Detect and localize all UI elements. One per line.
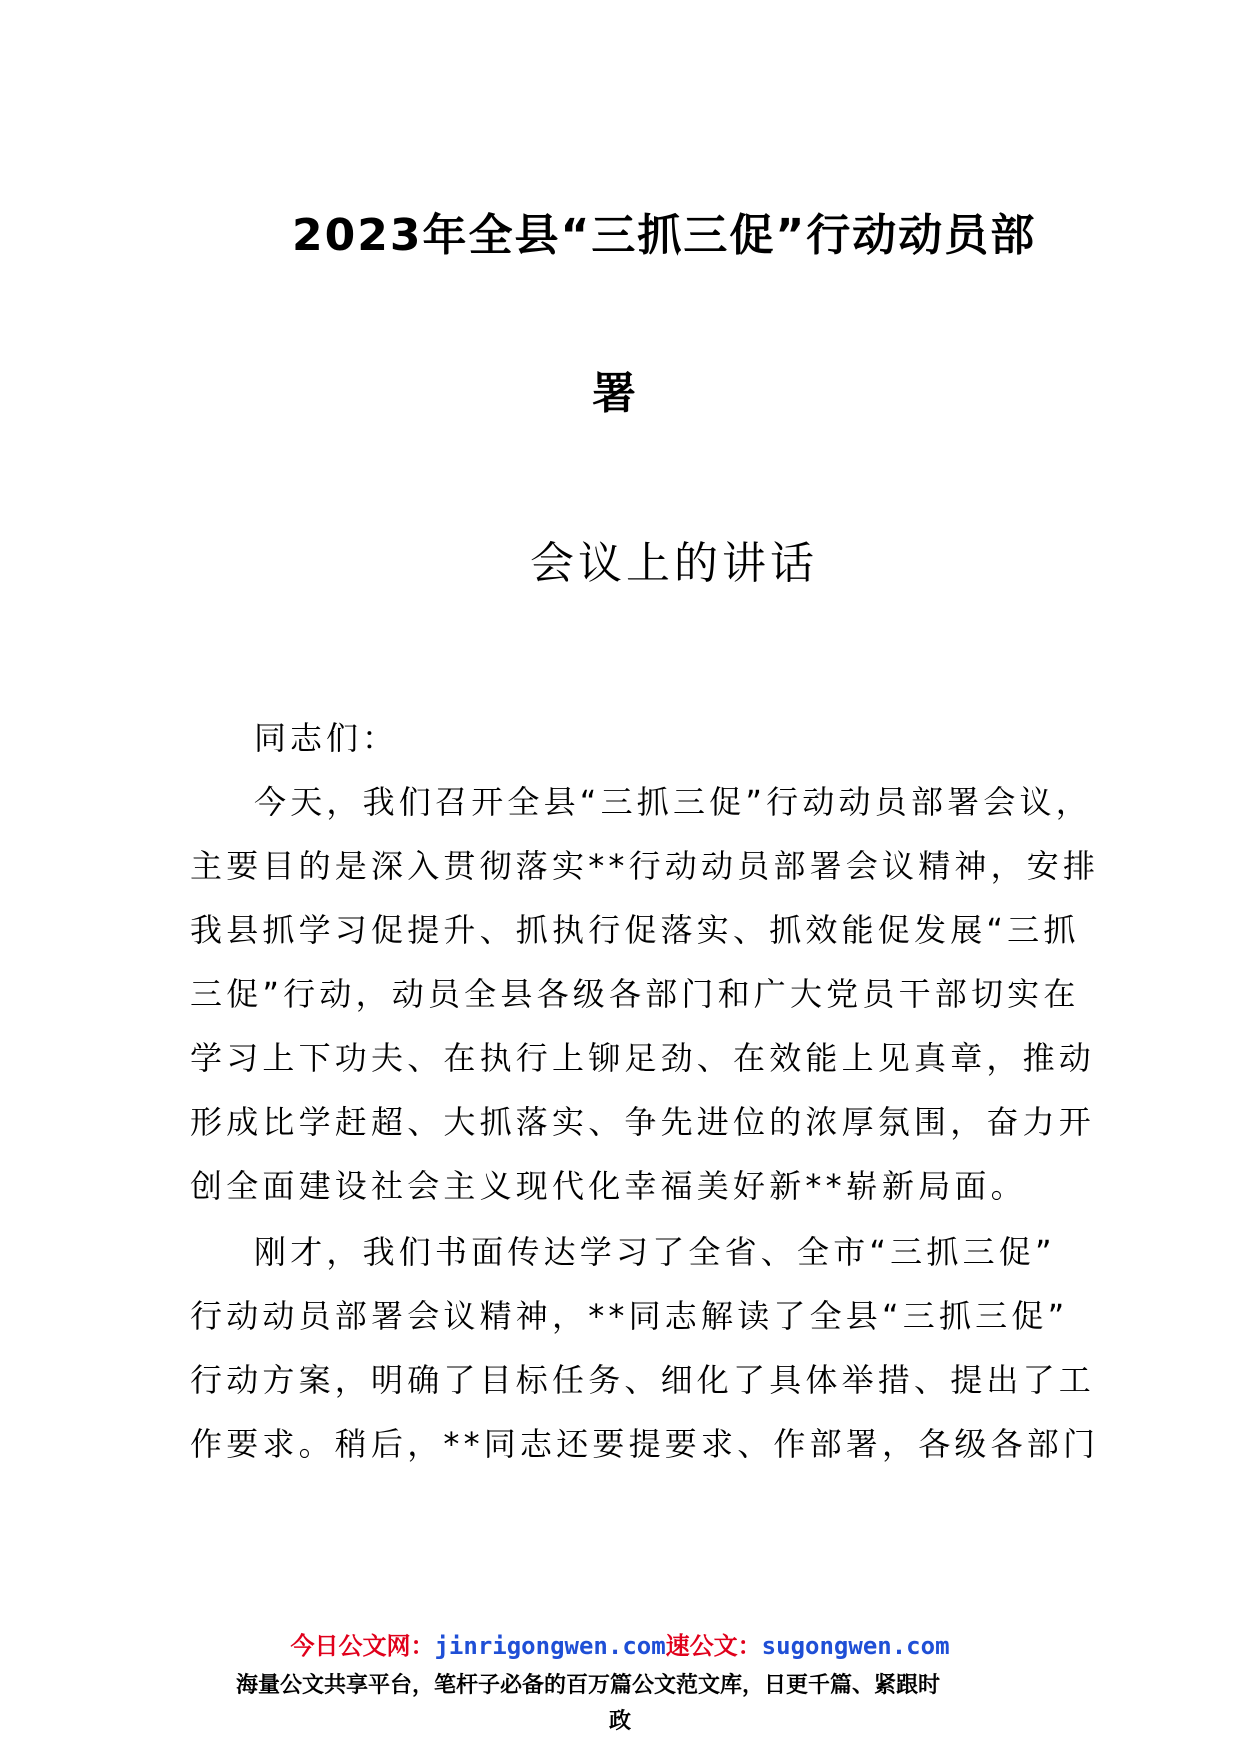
site2-url-link[interactable]: sugongwen.com [761,1632,950,1660]
footer-tagline-line-2: 政 [608,1709,631,1734]
paragraph-line: 作要求。稍后，**同志还要提要求、作部署，各级各部门 [190,1425,1100,1463]
footer-site-links [0,1626,1240,1661]
document-title-line-1: 2023年全县“三抓三促”行动动员部 [292,210,1037,261]
paragraph-line: 形成比学赶超、大抓落实、争先进位的浓厚氛围，奋力开 [190,1103,1096,1141]
paragraph-line: 学习上下功夫、在执行上铆足劲、在效能上见真章，推动 [190,1039,1096,1077]
paragraph-line: 刚才，我们书面传达学习了全省、全市“三抓三促” [254,1233,1056,1271]
paragraph-line: 行动动员部署会议精神，**同志解读了全县“三抓三促” [190,1297,1069,1335]
paragraph-line: 主要目的是深入贯彻落实**行动动员部署会议精神，安排 [190,847,1100,885]
paragraph-line: 三促”行动，动员全县各级各部门和广大党员干部切实在 [190,975,1080,1013]
site1-name: 今日公文网： [290,1632,435,1660]
paragraph-line: 创全面建设社会主义现代化幸福美好新**崭新局面。 [190,1167,1027,1205]
site2-name: 速公文： [665,1632,762,1660]
paragraph-2 [190,1220,1100,1476]
paragraph-line: 今天，我们召开全县“三抓三促”行动动员部署会议， [254,783,1092,821]
footer-tagline-line-1: 海量公文共享平台，笔杆子必备的百万篇公文范文库，日更千篇、紧跟时 [236,1673,941,1698]
document-title-line-3: 会议上的讲话 [530,538,818,589]
site1-url-link[interactable]: jinrigongwen.com [434,1632,666,1660]
paragraph-line: 我县抓学习促提升、抓执行促落实、抓效能促发展“三抓 [190,911,1080,949]
paragraph-1 [190,770,1100,1218]
salutation: 同志们： [254,719,399,757]
document-title-line-2: 署 [592,368,638,419]
paragraph-line: 行动方案，明确了目标任务、细化了具体举措、提出了工 [190,1361,1096,1399]
